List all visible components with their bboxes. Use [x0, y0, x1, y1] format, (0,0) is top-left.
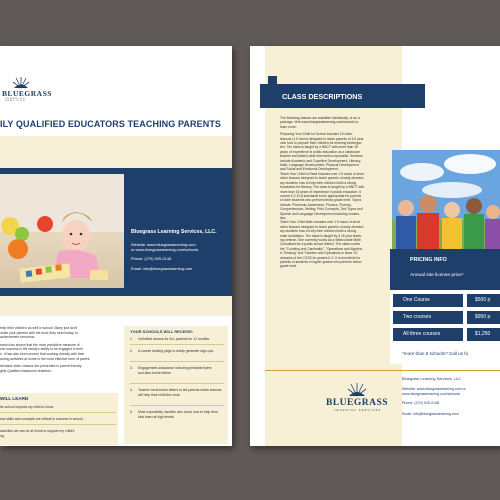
receive-item-number: 2. — [130, 349, 133, 353]
body-line: lary. — [280, 215, 286, 220]
logo-tagline: LEARNING SERVICES — [5, 98, 26, 102]
body-line: include: Phonemic Awareness, Phonics, Fluency, — [280, 202, 352, 207]
body-line: and Social and Emotional Development. — [280, 167, 339, 172]
pricing-note: *more than 5 schools? Call us fo — [402, 351, 469, 356]
logo-wordmark: BLUEGRASS — [326, 398, 389, 408]
divider — [130, 383, 224, 384]
receive-item-number: 3. — [130, 366, 133, 370]
body-line: package. Visit www.bluegrasslearning.com/schools to — [280, 120, 359, 125]
body-line: grade level. — [280, 264, 298, 269]
body-line: learn more. — [280, 124, 297, 129]
receive-heading: YOUR SCHOOLS WILL RECEIVE: — [130, 329, 194, 334]
body-line: parents of students in higher grades who perform below — [280, 260, 362, 264]
contact-website[interactable]: Website: www.bluegrasslearning.com — [131, 241, 196, 247]
body-line: Teach Your Child Math includes over 1.5 hours of short — [280, 220, 360, 225]
body-line: ic Thinking" and "Number and Operations in Base 10" — [280, 251, 359, 256]
footer-website-alt[interactable]: www.bluegrasslearning.com/schools — [402, 391, 460, 396]
body-line: ary students how to help their children build a strong — [280, 229, 357, 234]
children-group-photo — [392, 150, 500, 262]
body-line: foundation for literacy. The class is taught by a NBCT with — [280, 185, 365, 190]
footer-logo — [326, 382, 389, 418]
intro-line: help their children do well in school. Many just don't — [0, 326, 78, 330]
contact-company: Bluegrass Learning Services, LLC. — [131, 229, 217, 235]
footer-divider — [265, 370, 500, 371]
logo-tagline: LEARNING SERVICES — [334, 409, 382, 412]
receive-item-number: 1. — [130, 337, 133, 341]
logo-wordmark: BLUEGRASS — [2, 89, 52, 98]
footer-website[interactable]: Website: www.bluegrasslearning.com or — [402, 387, 466, 391]
body-line: Consultant for a public school district. The class covers — [280, 242, 361, 247]
child-playing-photo — [0, 174, 124, 288]
page-headline: ILY QUALIFIED EDUCATORS TEACHING PARENTS — [0, 119, 222, 129]
body-line: olds how to prepare their children for entering kindergar- — [280, 141, 363, 146]
learn-item: ng. — [0, 434, 5, 438]
contact-email[interactable]: Email: info@bluegrasslearning.com — [131, 265, 193, 271]
body-line: math foundation. The class is taught by a 16 year teach- — [280, 233, 363, 238]
receive-item-number: 4. — [130, 388, 133, 392]
price-value-two-courses: $950 p — [467, 311, 500, 324]
intro-line: demand video classes are presented in parent friendly — [0, 364, 82, 369]
body-line: include Academic and Cognitive Development, Literacy, — [280, 158, 362, 163]
learn-item: ese skills and concepts are critical to success in school. — [0, 417, 84, 421]
body-line: Math, Language Development, Physical Development — [280, 163, 359, 168]
flyer-page-front — [0, 46, 232, 446]
body-line: video lessons designed to teach parents of early element- — [280, 224, 365, 229]
contact-block — [131, 229, 231, 271]
pricing-heading: PRICING INFO — [410, 257, 447, 263]
intro-line: arning activities at home is the most effective form of parent — [0, 356, 90, 361]
body-line: ing veteran. She currently works as a district-wide Math — [280, 237, 361, 242]
body-line: video lessons designed to teach parents of early element- — [280, 176, 365, 181]
receive-item: Teacher send-home letters to tell parents which lessons will help their child the most. — [138, 388, 222, 397]
receive-item: Most importantly, families who know how to help their kids learn at high levels! — [138, 410, 218, 419]
intro-line: ghly Qualified classroom teachers. — [0, 368, 52, 373]
body-line: years of experience in public education as a classroom — [280, 149, 361, 154]
body-line: Speech and Language Development including vocabu- — [280, 211, 361, 216]
divider — [130, 405, 224, 406]
intro-line: mic success is the family's ability to be engaged in their — [0, 347, 84, 352]
footer-company: Bluegrass Learning Services, LLC. — [402, 376, 462, 381]
footer-email[interactable]: Email: info@bluegrasslearning.com — [402, 412, 459, 417]
flyer-page-back — [250, 46, 500, 446]
learn-box — [0, 393, 118, 445]
divider — [130, 361, 224, 362]
price-value-one-course: $500 p — [467, 294, 500, 307]
footer-contact — [402, 376, 498, 417]
body-line: lessons (1.5 hours) designed to teach parents of 3-5 year — [280, 136, 364, 141]
class-heading-bar — [260, 84, 425, 108]
intro-text — [0, 326, 120, 373]
body-line: domains of the CCSS for grades K-2. It is beneficial for — [280, 255, 361, 260]
intro-line: n. It has also been proven that working directly with their — [0, 351, 85, 356]
bluegrass-logo — [0, 76, 52, 108]
price-label-one-course: One Course — [393, 294, 463, 307]
learn-heading: WILL LEARN — [0, 396, 29, 401]
body-line: more than 16 years of experience in public education. It — [280, 189, 362, 194]
body-line: ary students how to help their children build a strong — [280, 180, 357, 185]
sunburst-logo-icon — [12, 76, 30, 89]
intro-line: earch has shown that the most predictive measure of — [0, 342, 80, 347]
receive-item-number: 5. — [130, 410, 133, 414]
price-label-two-courses: Two courses — [393, 311, 463, 324]
receive-item: Engagement assistance including printable flyers and take-home letters — [138, 366, 212, 375]
body-line: The following classes are available individually, or as a — [280, 116, 360, 120]
learn-item: he school expects my child to know. — [0, 405, 54, 409]
body-line: ten. The class is taught by a NBCT with more than 16 — [280, 145, 358, 150]
intro-line: achievement tomorrow. — [0, 335, 36, 340]
receive-item: A course landing page to easily generate sign-ups. — [138, 349, 214, 353]
divider — [0, 424, 116, 425]
contact-website-alt[interactable]: or www.bluegrasslearning.com/schools — [131, 247, 199, 252]
price-label-all-courses: All three courses — [393, 328, 463, 341]
receive-box — [124, 326, 228, 444]
receive-item: Unlimited access for ALL parents for 12 months. — [138, 337, 211, 341]
body-line: the "Counting and Cardinality", "Operations and Algebra- — [280, 246, 363, 251]
price-value-all-courses: $1,250 — [467, 328, 500, 341]
body-line: teacher and district-wide intervention specialist. Sections — [280, 154, 363, 159]
divider — [130, 344, 224, 345]
class-descriptions-text — [280, 116, 396, 269]
divider — [0, 412, 116, 413]
body-line: Comprehension, Writing, Print Concepts, Text Types and — [280, 207, 363, 212]
intro-line: ovide your parents with the tools they need today, to — [0, 330, 79, 335]
body-line: Preparing Your Child for School includes 23 video — [280, 132, 353, 137]
footer-phone: Phone: (270) 925-2148 — [402, 400, 439, 405]
body-line: covers K-2 ELA standards but is appropriate for parents — [280, 193, 362, 198]
body-line: Teach Your Child to Read includes over 1.5 hours of short — [280, 171, 365, 176]
class-heading: CLASS DESCRIPTIONS — [282, 92, 363, 101]
learn-item: activities we can do at home to support my child's — [0, 429, 75, 433]
pricing-subheading: Annual site license price* — [410, 273, 464, 278]
body-line: of older students who perform below grade level. Topics — [280, 198, 362, 203]
sunburst-logo-icon — [347, 382, 367, 397]
contact-phone: Phone: (270) 925-2148 — [131, 256, 172, 262]
